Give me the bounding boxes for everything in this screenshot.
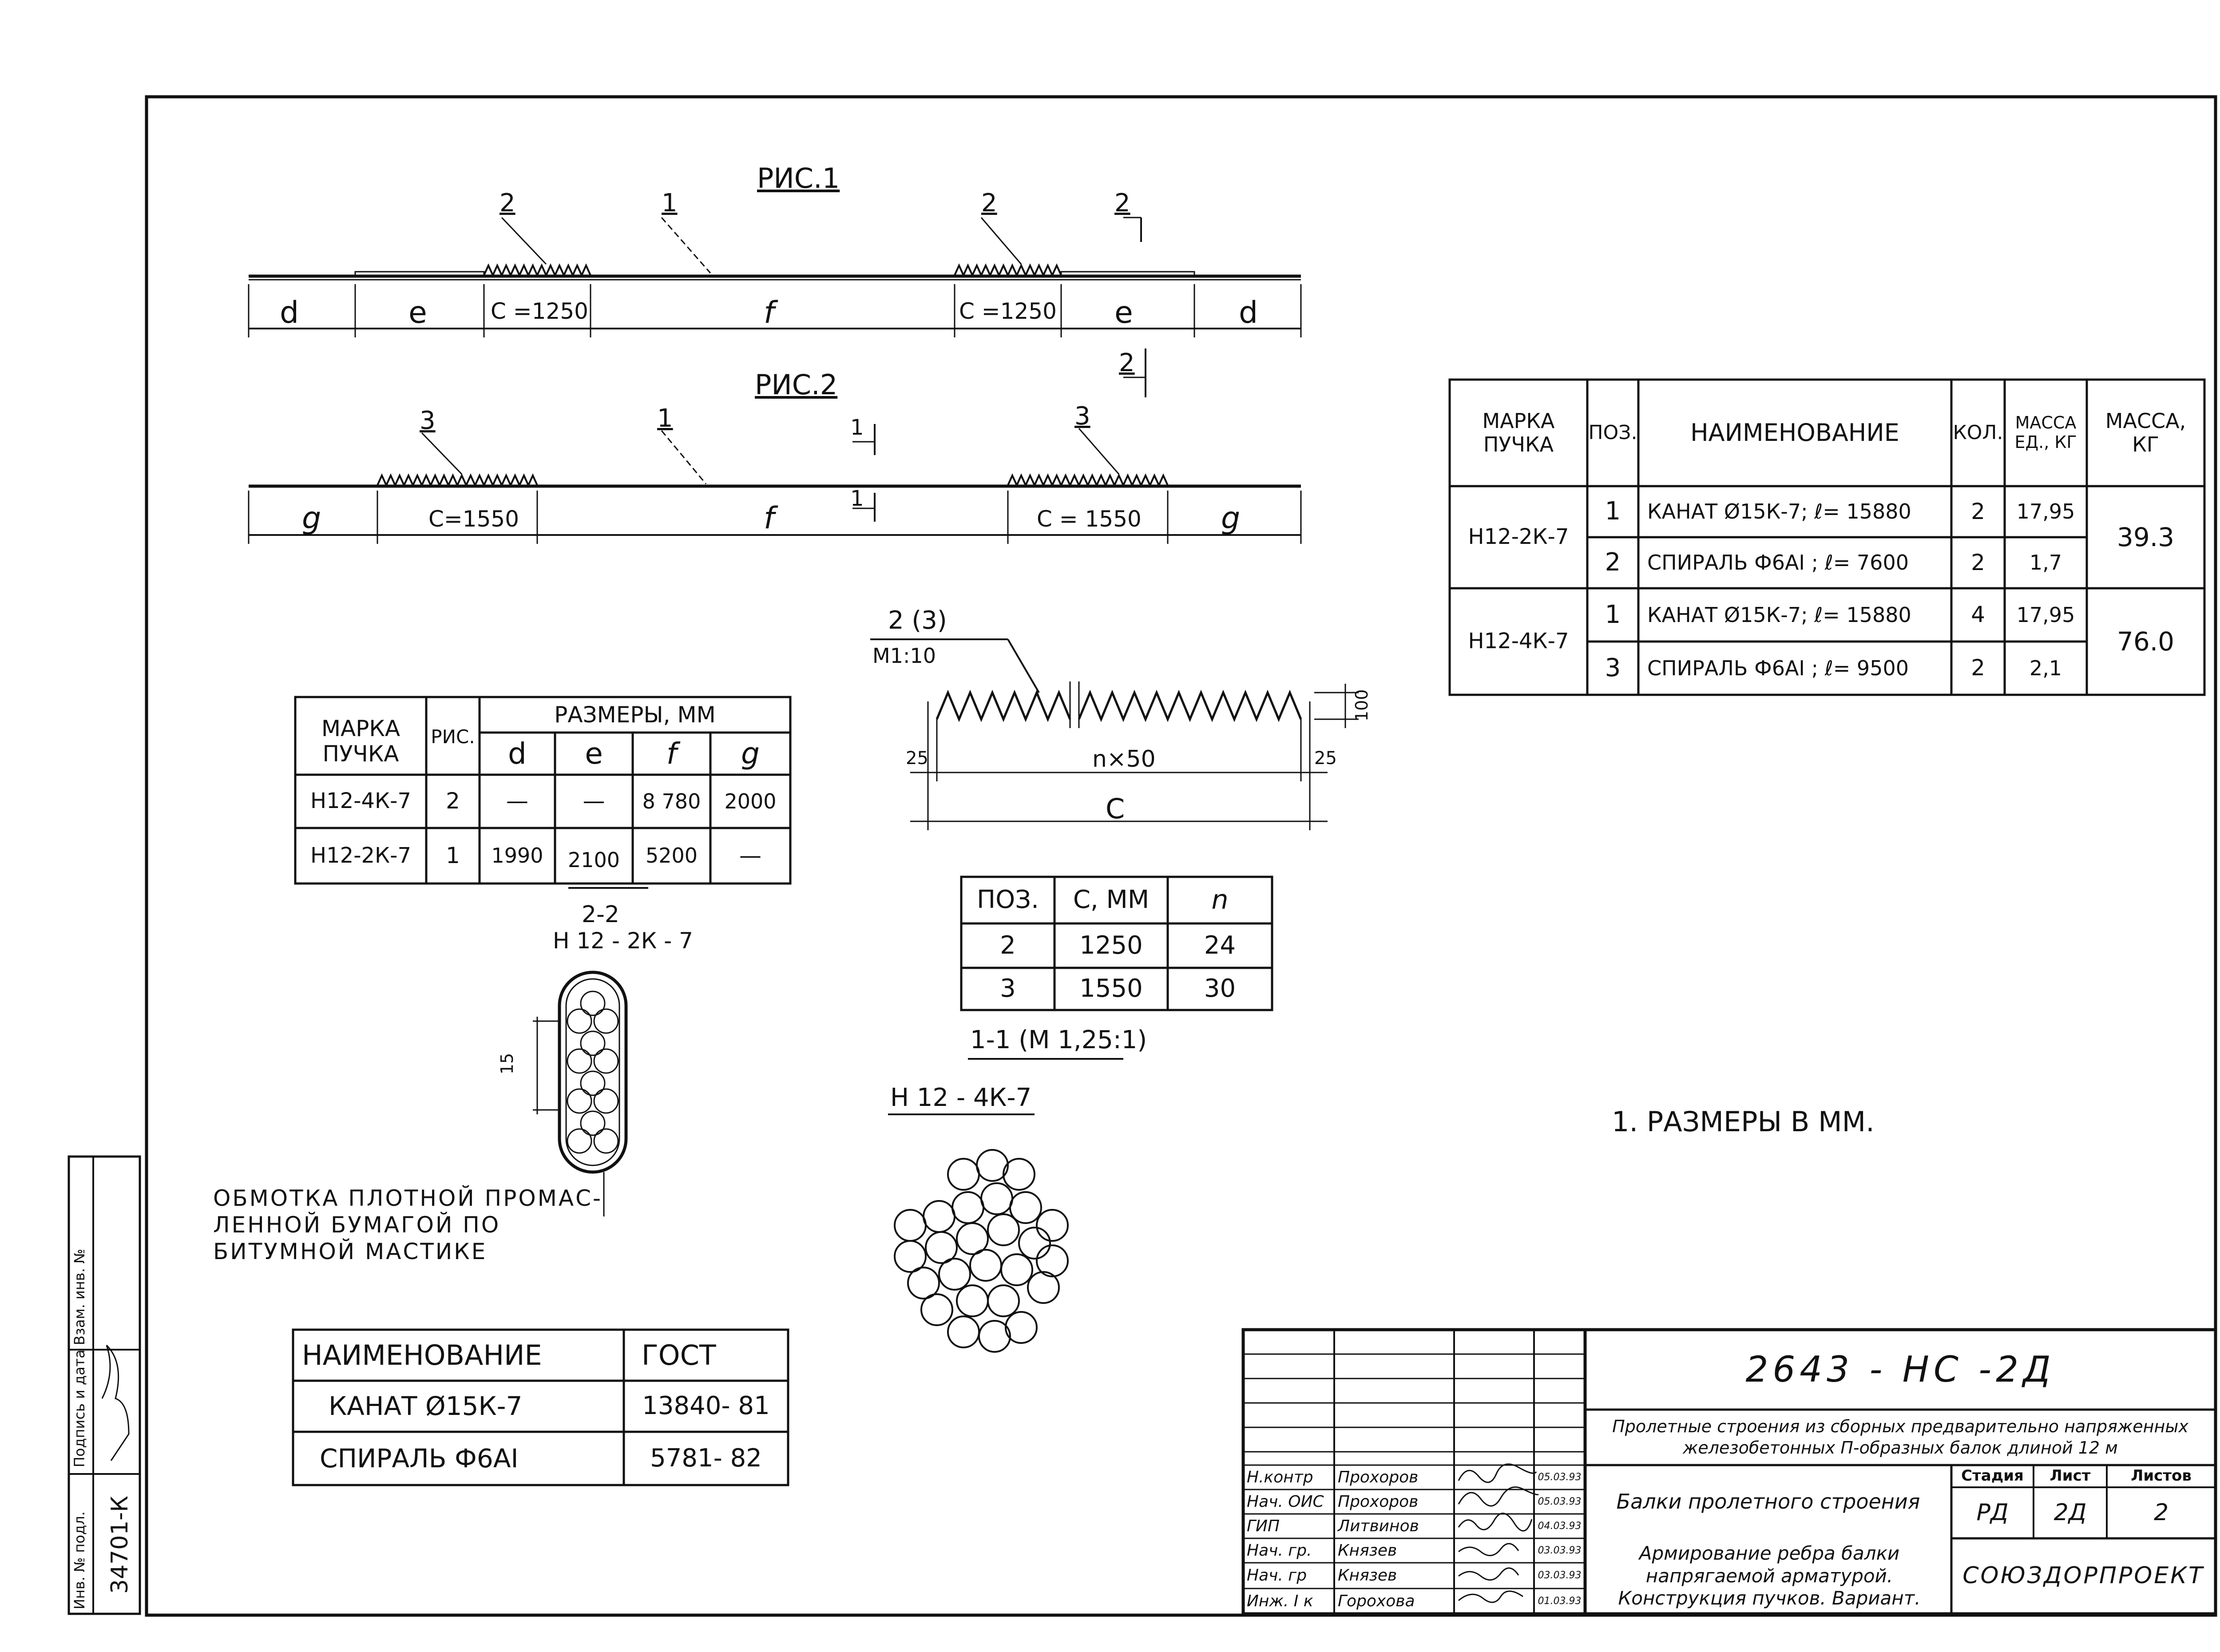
- spec-header-mark: МАРКА ПУЧКА: [1482, 409, 1555, 456]
- spec-group-2-row-1-name: КАНАТ Ø15К-7; ℓ= 15880: [1647, 602, 1911, 627]
- title-block-description: Пролетные строения из сборных предварительно напряженных железобетонных П-образных балок длиной 12 м: [1612, 1417, 2188, 1458]
- fig1-linework: [249, 218, 1301, 337]
- spec-group-2-row-1-qty: 4: [1971, 602, 1985, 628]
- fig1-section-mark: 2: [1114, 189, 1130, 218]
- spec-group-2-row-1-pos: 1: [1605, 600, 1621, 629]
- fig2-section-mark-1-bottom: 1: [850, 486, 864, 511]
- spiral-detail-label: 2 (3): [888, 606, 947, 635]
- dims-row-1-g: 2000: [724, 789, 777, 813]
- fig1-dim-d-right: d: [1239, 295, 1258, 330]
- spec-group-1-row-1-name: КАНАТ Ø15К-7; ℓ= 15880: [1647, 499, 1911, 524]
- dims-row-2-d: 1990: [491, 844, 543, 868]
- dims-row-1-f: 8 780: [642, 789, 701, 813]
- title-block-stage: РД: [1976, 1499, 2009, 1526]
- person-4-date: 03.03.93: [1538, 1545, 1582, 1556]
- fig2-leader-3-right: 3: [1074, 402, 1090, 431]
- dims-table-col-g: g: [741, 736, 760, 771]
- c-table-header-pos: ПОЗ.: [977, 885, 1039, 915]
- dims-table-header-sizes: РАЗМЕРЫ, ММ: [554, 702, 716, 728]
- person-1-date: 05.03.93: [1538, 1471, 1582, 1483]
- fig1-dim-c-left: С =1250: [491, 298, 588, 324]
- dims-table-header-fig: РИС.: [431, 725, 475, 748]
- gost-header-gost: ГОСТ: [642, 1339, 716, 1371]
- spec-group-1-row-2-qty: 2: [1971, 549, 1985, 575]
- fig1-title: РИС.1: [757, 162, 840, 194]
- fig2-section-mark-2: 2: [1119, 349, 1135, 377]
- spiral-dim-right: 25: [1314, 748, 1337, 769]
- title-block-sheets: 2: [2153, 1499, 2169, 1526]
- person-3-name: Литвинов: [1338, 1517, 1419, 1535]
- title-block-sheet-title: Балки пролетного строения: [1616, 1490, 1920, 1514]
- person-2-name: Прохоров: [1338, 1492, 1419, 1511]
- fig1-dim-c-right: С =1250: [959, 298, 1057, 324]
- spec-group-2-mark: Н12-4К-7: [1468, 629, 1569, 654]
- section11-subtitle: Н 12 - 4К-7: [890, 1083, 1032, 1112]
- section11-title: 1-1 (М 1,25:1): [970, 1026, 1147, 1054]
- side-stamp-inv-label: Инв. № подл.: [71, 1511, 88, 1609]
- spec-group-1-row-1-qty: 2: [1971, 498, 1985, 524]
- spiral-dim-mid: n×50: [1092, 746, 1156, 773]
- person-4-name: Князев: [1338, 1541, 1397, 1560]
- fig2-section-mark-1-top: 1: [850, 415, 864, 440]
- wrap-note-line-2: ЛЕННОЙ БУМАГОЙ ПО: [213, 1212, 501, 1238]
- fig1-leader-2-left: 2: [500, 189, 515, 218]
- wrap-note-line-1: ОБМОТКА ПЛОТНОЙ ПРОМАС-: [213, 1185, 603, 1211]
- spec-header-name: НАИМЕНОВАНИЕ: [1690, 418, 1899, 447]
- title-block-sheets-label: Листов: [2131, 1467, 2192, 1485]
- fig2-leader-1: 1: [657, 404, 673, 433]
- title-block-stage-label: Стадия: [1961, 1467, 2024, 1485]
- spec-group-2-row-2-pos: 3: [1605, 653, 1621, 682]
- person-5-name: Князев: [1338, 1566, 1397, 1585]
- title-block-org: СОЮЗДОРПРОЕКТ: [1962, 1562, 2204, 1589]
- dims-row-2-fig: 1: [446, 842, 460, 868]
- dims-table-col-d: d: [508, 736, 527, 771]
- person-5-date: 03.03.93: [1538, 1570, 1582, 1581]
- fig1-dim-e-left: e: [408, 295, 427, 330]
- dims-row-2-mark: Н12-2К-7: [310, 843, 411, 868]
- section22-subtitle: Н 12 - 2К - 7: [553, 928, 693, 954]
- fig2-dim-c-left: С=1550: [428, 506, 519, 532]
- spec-group-2-row-2-unit: 2,1: [2029, 656, 2062, 680]
- spec-group-2-row-2-name: СПИРАЛЬ Ф6АI ; ℓ= 9500: [1647, 656, 1909, 680]
- section22-dim: 15: [497, 1053, 517, 1074]
- person-6-date: 01.03.93: [1538, 1595, 1582, 1607]
- spec-group-2-row-1-unit: 17,95: [2016, 602, 2075, 627]
- spiral-dim-total: С: [1106, 792, 1125, 825]
- spiral-dim-left: 25: [906, 748, 928, 769]
- c-row-1-c: 1250: [1079, 931, 1143, 960]
- fig1-leader-2-right: 2: [981, 189, 997, 218]
- c-table-header-n: n: [1211, 884, 1229, 915]
- spec-group-1-row-2-unit: 1,7: [2029, 551, 2062, 575]
- title-block-sheet: 2Д: [2054, 1499, 2087, 1526]
- person-3-date: 04.03.93: [1538, 1520, 1582, 1532]
- spec-group-1-row-1-pos: 1: [1605, 497, 1621, 526]
- dims-row-1-e: —: [583, 788, 605, 814]
- fig2-dim-g-right: g: [1221, 501, 1241, 536]
- fig1-leader-1: 1: [662, 189, 678, 218]
- wrap-note-line-3: БИТУМНОЙ МАСТИКЕ: [213, 1239, 488, 1264]
- person-2-role: Нач. ОИС: [1247, 1492, 1324, 1511]
- dims-row-2-e: 2100: [567, 848, 620, 872]
- person-4-role: Нач. гр.: [1247, 1541, 1312, 1560]
- spec-group-1-row-2-name: СПИРАЛЬ Ф6АI ; ℓ= 7600: [1647, 551, 1909, 575]
- title-block-drawing-title: Армирование ребра балки напрягаемой арматурой. Конструкция пучков. Вариант.: [1618, 1542, 1921, 1609]
- spec-header-pos: ПОЗ.: [1588, 421, 1637, 444]
- dims-row-1-mark: Н12-4К-7: [310, 788, 411, 814]
- spec-group-1-row-2-pos: 2: [1605, 548, 1621, 577]
- dims-row-2-f: 5200: [645, 844, 698, 868]
- spec-header-unit-mass: МАССА ЕД., КГ: [2014, 413, 2077, 452]
- gost-header-name: НАИМЕНОВАНИЕ: [302, 1339, 542, 1371]
- dims-table-col-e: e: [585, 736, 603, 771]
- spec-group-2-total: 76.0: [2117, 626, 2175, 657]
- dims-table-header-mark: МАРКА ПУЧКА: [321, 715, 400, 767]
- c-row-2-n: 30: [1204, 974, 1236, 1003]
- dims-table-col-f: f: [666, 736, 677, 771]
- side-stamp-inv-value: 34701-К: [107, 1495, 133, 1594]
- side-stamp-swap-label: Взам. инв. №: [71, 1248, 88, 1345]
- title-block-code: 2643 - НС -2Д: [1745, 1349, 2055, 1390]
- spec-header-qty: КОЛ.: [1953, 421, 2003, 444]
- side-stamp-sign-label: Подпись и дата: [71, 1349, 88, 1467]
- person-6-role: Инж. I к: [1247, 1592, 1313, 1610]
- person-5-role: Нач. гр: [1247, 1566, 1307, 1585]
- gost-row-1-name: КАНАТ Ø15К-7: [329, 1391, 523, 1422]
- c-row-1-n: 24: [1204, 931, 1236, 960]
- c-row-2-pos: 3: [1000, 974, 1016, 1003]
- person-3-role: ГИП: [1247, 1517, 1280, 1535]
- section22-title: 2-2: [582, 901, 619, 928]
- fig2-dim-g-left: g: [302, 501, 321, 536]
- spec-group-2-row-2-qty: 2: [1971, 655, 1985, 681]
- general-note: 1. РАЗМЕРЫ В ММ.: [1612, 1105, 1875, 1138]
- dims-row-1-d: —: [506, 788, 528, 814]
- spec-group-1-row-1-unit: 17,95: [2016, 499, 2075, 524]
- spiral-dim-height: 100: [1352, 689, 1372, 721]
- spec-header-mass: МАССА, КГ: [2105, 409, 2186, 456]
- spec-group-1-mark: Н12-2К-7: [1468, 524, 1569, 550]
- fig1-dim-e-right: e: [1114, 295, 1133, 330]
- fig2-title: РИС.2: [755, 368, 838, 401]
- person-1-role: Н.контр: [1247, 1468, 1313, 1486]
- fig2-dim-f: f: [764, 501, 774, 536]
- gost-row-2-gost: 5781- 82: [650, 1443, 762, 1473]
- fig2-dim-c-right: С = 1550: [1037, 506, 1142, 532]
- c-row-2-c: 1550: [1079, 974, 1143, 1003]
- person-1-name: Прохоров: [1338, 1468, 1419, 1486]
- dims-row-2-g: —: [739, 842, 761, 868]
- c-table-header-c: С, ММ: [1073, 885, 1150, 915]
- fig1-dim-d-left: d: [280, 295, 299, 330]
- gost-row-2-name: СПИРАЛЬ Ф6АI: [320, 1443, 519, 1474]
- dims-row-1-fig: 2: [446, 788, 460, 814]
- spiral-detail-scale: М1:10: [872, 644, 936, 668]
- person-6-name: Горохова: [1338, 1592, 1415, 1610]
- c-row-1-pos: 2: [1000, 931, 1016, 960]
- spec-group-1-total: 39.3: [2117, 522, 2175, 552]
- fig2-leader-3-left: 3: [420, 406, 436, 435]
- person-2-date: 05.03.93: [1538, 1496, 1582, 1507]
- fig1-dim-f: f: [764, 295, 774, 330]
- title-block-sheet-label: Лист: [2050, 1467, 2091, 1485]
- gost-row-1-gost: 13840- 81: [642, 1391, 770, 1421]
